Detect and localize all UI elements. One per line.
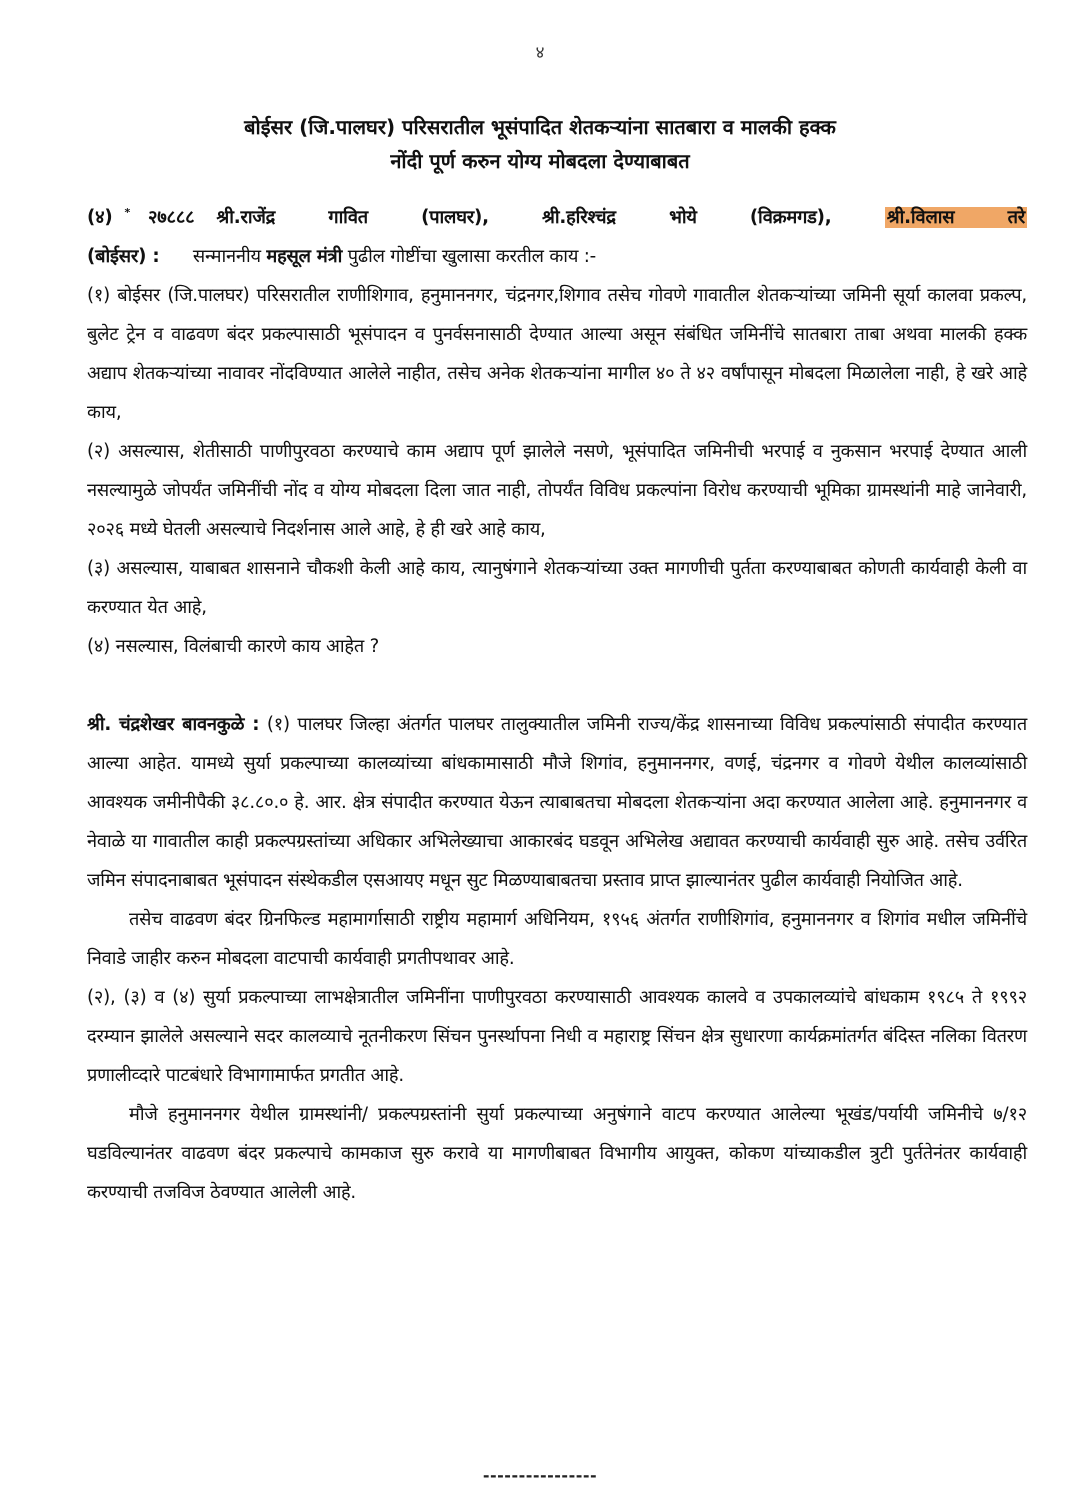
question-intro [87,237,1027,276]
document-title [90,110,990,178]
title-line-2: नोंदी पूर्ण करुन योग्य मोबदला देण्याबाबत [390,149,690,173]
section-gap [87,666,1027,705]
question-part-2: (२) असल्यास, शेतीसाठी पाणीपुरवठा करण्याचे काम अद्याप पूर्ण झालेले नसणे, भूसंपादित जमिनीची भरपाई व नुकसान भरपाई देण्यात आली नसल्यामुळे जोपर्यंत जमिनींची नोंद व योग्य मोबदला दिला जात नाही, तोपर्यंत विविध प्रकल्पांना विरोध करण्याची भूमिका ग्रामस्थांनी माहे जानेवारी, २०२६ मध्ये घेतली असल्याचे निदर्शनास आले आहे, हे ही खरे आहे काय, [87,441,1027,541]
answer-paragraph-1-text: (१) पालघर जिल्हा अंतर्गत पालघर तालुक्यातील जमिनी राज्य/केंद्र शासनाच्या विविध प्रकल्पांसाठी संपादीत करण्यात आल्या आहेत. यामध्ये सुर्या प्रकल्पाच्या कालव्यांच्या बांधकामासाठी मौजे शिगांव, हनुमाननगर, वणई, चंद्रनगर व गोवणे येथील कालव्यांसाठी आवश्यक जमीनीपैकी ३८.८०.० हे. आर. क्षेत्र संपादीत करण्यात येऊन त्याबाबतचा मोबदला शेतकऱ्यांना अदा करण्यात आलेला आहे. हनुमाननगर व नेवाळे या गावातील काही प्रकल्पग्रस्तांच्या अधिकार अभिलेख्याचा आकारबंद घडवून अभिलेख अद्यावत करण्याची कार्यवाही सुरु आहे. तसेच उर्वरित जमिन संपादनाबाबत भूसंपादन संस्थेकडील एसआयए मधून सुट मिळण्याबाबतचा प्रस्ताव प्राप्त झाल्यानंतर पुढील कार्यवाही नियोजित आहे. [87,714,1027,892]
question-part-3: (३) असल्यास, याबाबत शासनाने चौकशी केली आहे काय, त्यानुषंगाने शेतकऱ्यांच्या उक्त मागणीची पुर्तता करण्याबाबत कोणती कार्यवाही केली वा करण्यात येत आहे, [87,558,1027,619]
answer-paragraph-2: तसेच वाढवण बंदर ग्रिनफिल्ड महामार्गासाठी राष्ट्रीय महामार्ग अधिनियम, १९५६ अंतर्गत राणीशिगांव, हनुमाननगर व शिगांव मधील जमिनींचे निवाडे जाहीर करुन मोबदला वाटपाची कार्यवाही प्रगतीपथावर आहे. [87,909,1027,970]
minister-designation: महसूल मंत्री [266,246,343,268]
question-part-1: (१) बोईसर (जि.पालघर) परिसरातील राणीशिगाव, हनुमाननगर, चंद्रनगर,शिगाव तसेच गोवणे गावातील शेतकऱ्यांच्या जमिनी सूर्या कालवा प्रकल्प, बुलेट ट्रेन व वाढवण बंदर प्रकल्पासाठी भूसंपादन व पुनर्वसनासाठी देण्यात आल्या असून संबंधित जमिनींचे सातबारा ताबा अथवा मालकी हक्क अद्याप शेतकऱ्यांच्या नावावर नोंदविण्यात आलेले नाहीत, तसेच अनेक शेतकऱ्यांना मागील ४० ते ४२ वर्षांपासून मोबदला मिळालेला नाही, हे खरे आहे काय, [87,285,1027,424]
page-number: ४ [535,43,545,63]
title-line-1: बोईसर (जि.पालघर) परिसरातील भूसंपादित शेतकऱ्यांना सातबारा व मालकी हक्क [244,115,836,139]
question-part-4: (४) नसल्यास, विलंबाची कारणे काय आहेत ? [87,636,380,658]
question-serial: (४) [87,207,113,229]
intro-prefix: सन्माननीय [192,246,261,268]
question-number: २७८८८ [148,207,195,229]
answer-paragraph-3: (२), (३) व (४) सुर्या प्रकल्पाच्या लाभक्षेत्रातील जमिनींना पाणीपुरवठा करण्यासाठी आवश्यक कालवे व उपकालव्यांचे बांधकाम १९८५ ते १९९२ दरम्यान झालेले असल्याने सदर कालव्याचे नूतनीकरण सिंचन पुनर्स्थापना निधी व महाराष्ट्र सिंचन क्षेत्र सुधारणा कार्यक्रमांतर्गत बंदिस्त नलिका वितरण प्रणालीव्दारे पाटबंधारे विभागामार्फत प्रगतीत आहे. [87,987,1027,1087]
answering-minister: श्री. चंद्रशेखर बावनकुळे : [87,714,260,736]
document-body [87,193,1027,1212]
intro-suffix: पुढील गोष्टींचा खुलासा करतील काय :- [347,246,597,268]
answer-paragraph-4: मौजे हनुमाननगर येथील ग्रामस्थांनी/ प्रकल्पग्रस्तांनी सुर्या प्रकल्पाच्या अनुषंगाने वाटप करण्यात आलेल्या भूखंड/पर्यायी जमिनीचे ७/१२ घडविल्यानंतर वाढवण बंदर प्रकल्पाचे कामकाज सुरु करावे या मागणीबाबत विभागीय आयुक्त, कोकण यांच्याकडील त्रुटी पुर्ततेनंतर कार्यवाही करण्याची तजविज ठेवण्यात आलेली आहे. [87,1104,1027,1204]
highlighted-member-name: श्री.विलास तरे [886,207,1025,229]
question-header [87,193,1027,237]
question-members: श्री.राजेंद्र गावित (पालघर), श्री.हरिश्चंद्र भोये (विक्रमगड), [216,207,832,229]
end-of-answer-divider: ---------------- [482,1466,598,1485]
answer-paragraph-1 [87,705,1027,900]
highlighted-member-constituency: (बोईसर) : [87,246,160,268]
starred-question-marker: * [124,206,131,219]
